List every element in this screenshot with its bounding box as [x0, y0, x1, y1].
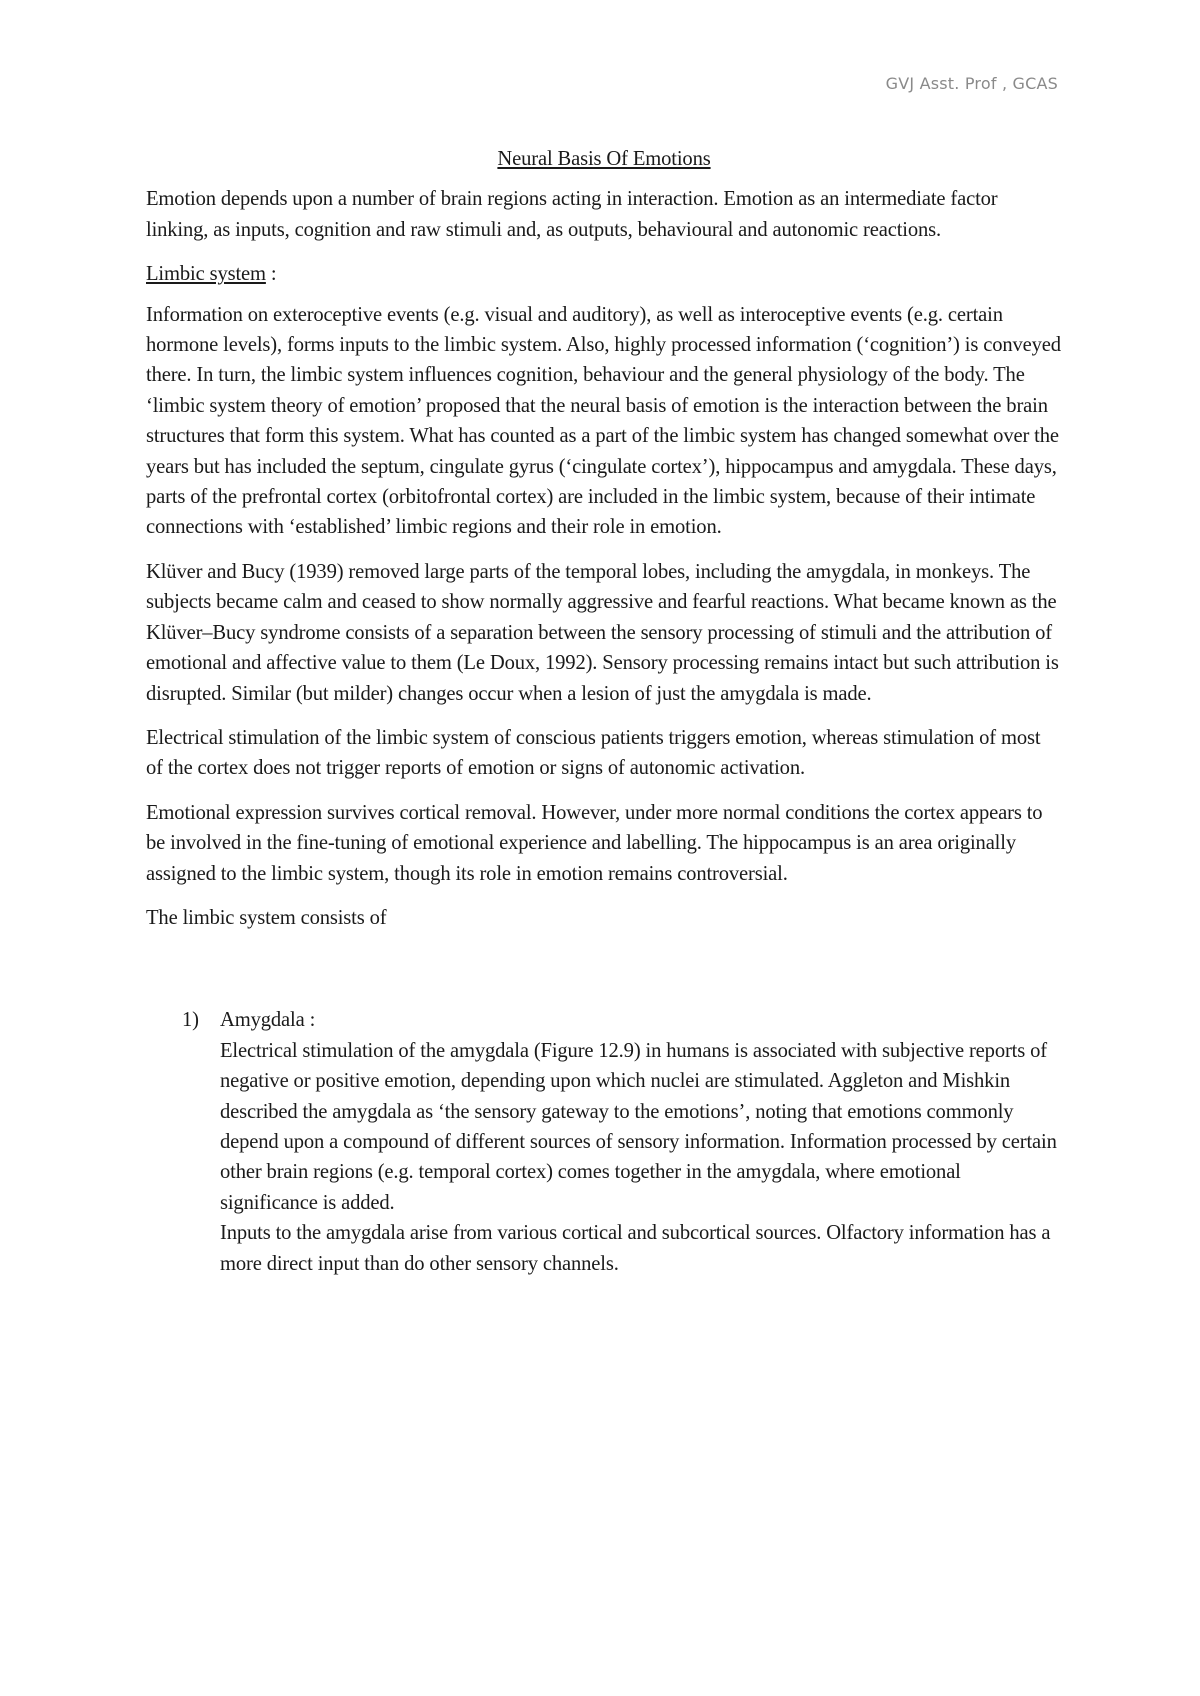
- paragraph-electrical-stimulation: Electrical stimulation of the limbic system of conscious patients triggers emotion, whereas stimulation of most of the cortex does not trigger reports of emotion or signs of autonomic activation.: [146, 726, 1041, 780]
- paragraph-emotional-expression: Emotional expression survives cortical removal. However, under more normal conditions the cortex appears to be involved in the fine-tuning of emotional experience and labelling. The hippocampus is an area originally assigned to the limbic system, though its role in emotion remains controversial.: [146, 801, 1043, 885]
- section-heading-colon: :: [265, 263, 277, 286]
- list-item: [146, 1005, 1062, 1279]
- paragraph-kluver-bucy: Klüver and Bucy (1939) removed large parts of the temporal lobes, including the amygdala, in monkeys. The subjects became calm and ceased to show normally aggressive and fearful reactions. What became known as the Klüver–Bucy syndrome consists of a separation between the sensory processing of stimuli and the attribution of emotional and affective value to them (Le Doux, 1992). Sensory processing remains intact but such attribution is disrupted. Similar (but milder) changes occur when a lesion of just the amygdala is made.: [146, 560, 1059, 705]
- paragraph-limbic-consists: The limbic system consists of: [146, 906, 387, 929]
- intro-paragraph: Emotion depends upon a number of brain regions acting in interaction. Emotion as an intermediate factor linking, as inputs, cognition and raw stimuli and, as outputs, behavioural and autonomic reactions.: [146, 188, 998, 241]
- list-item-body: Electrical stimulation of the amygdala (Figure 12.9) in humans is associated with subjective reports of negative or positive emotion, depending upon which nuclei are stimulated. Aggleton and Mishkin described the amygdala as ‘the sensory gateway to the emotions’, noting that emotions commonly depend upon a compound of different sources of sensory information. Information processed by certain other brain regions (e.g. temporal cortex) comes together in the amygdala, where emotional significance is added.: [220, 1039, 1057, 1214]
- document-title: Neural Basis Of Emotions: [497, 148, 711, 170]
- section-heading: [146, 259, 1062, 289]
- limbic-structures-list: [146, 1005, 1062, 1279]
- list-item-body-continued: Inputs to the amygdala arise from various cortical and subcortical sources. Olfactory information has a more direct input than do other sensory channels.: [220, 1222, 1051, 1275]
- list-item-number: 1): [182, 1009, 199, 1032]
- page-header: GVJ Asst. Prof , GCAS: [885, 74, 1058, 93]
- document-content: [146, 144, 1062, 1279]
- section-heading-text: Limbic system: [146, 263, 266, 286]
- spacer: [146, 947, 1062, 1005]
- list-item-heading: Amygdala :: [220, 1009, 316, 1032]
- paragraph-limbic-info: Information on exteroceptive events (e.g. visual and auditory), as well as interoceptive events (e.g. certain hormone levels), forms inputs to the limbic system. Also, highly processed information (‘cognition’) is conveyed there. In turn, the limbic system influences cognition, behaviour and the general physiology of the body. The ‘limbic system theory of emotion’ proposed that the neural basis of emotion is the interaction between the brain structures that form this system. What has counted as a part of the limbic system has changed somewhat over the years but has included the septum, cingulate gyrus (‘cingulate cortex’), hippocampus and amygdala. These days, parts of the prefrontal cortex (orbitofrontal cortex) are included in the limbic system, because of their intimate connections with ‘established’ limbic regions and their role in emotion.: [146, 303, 1061, 539]
